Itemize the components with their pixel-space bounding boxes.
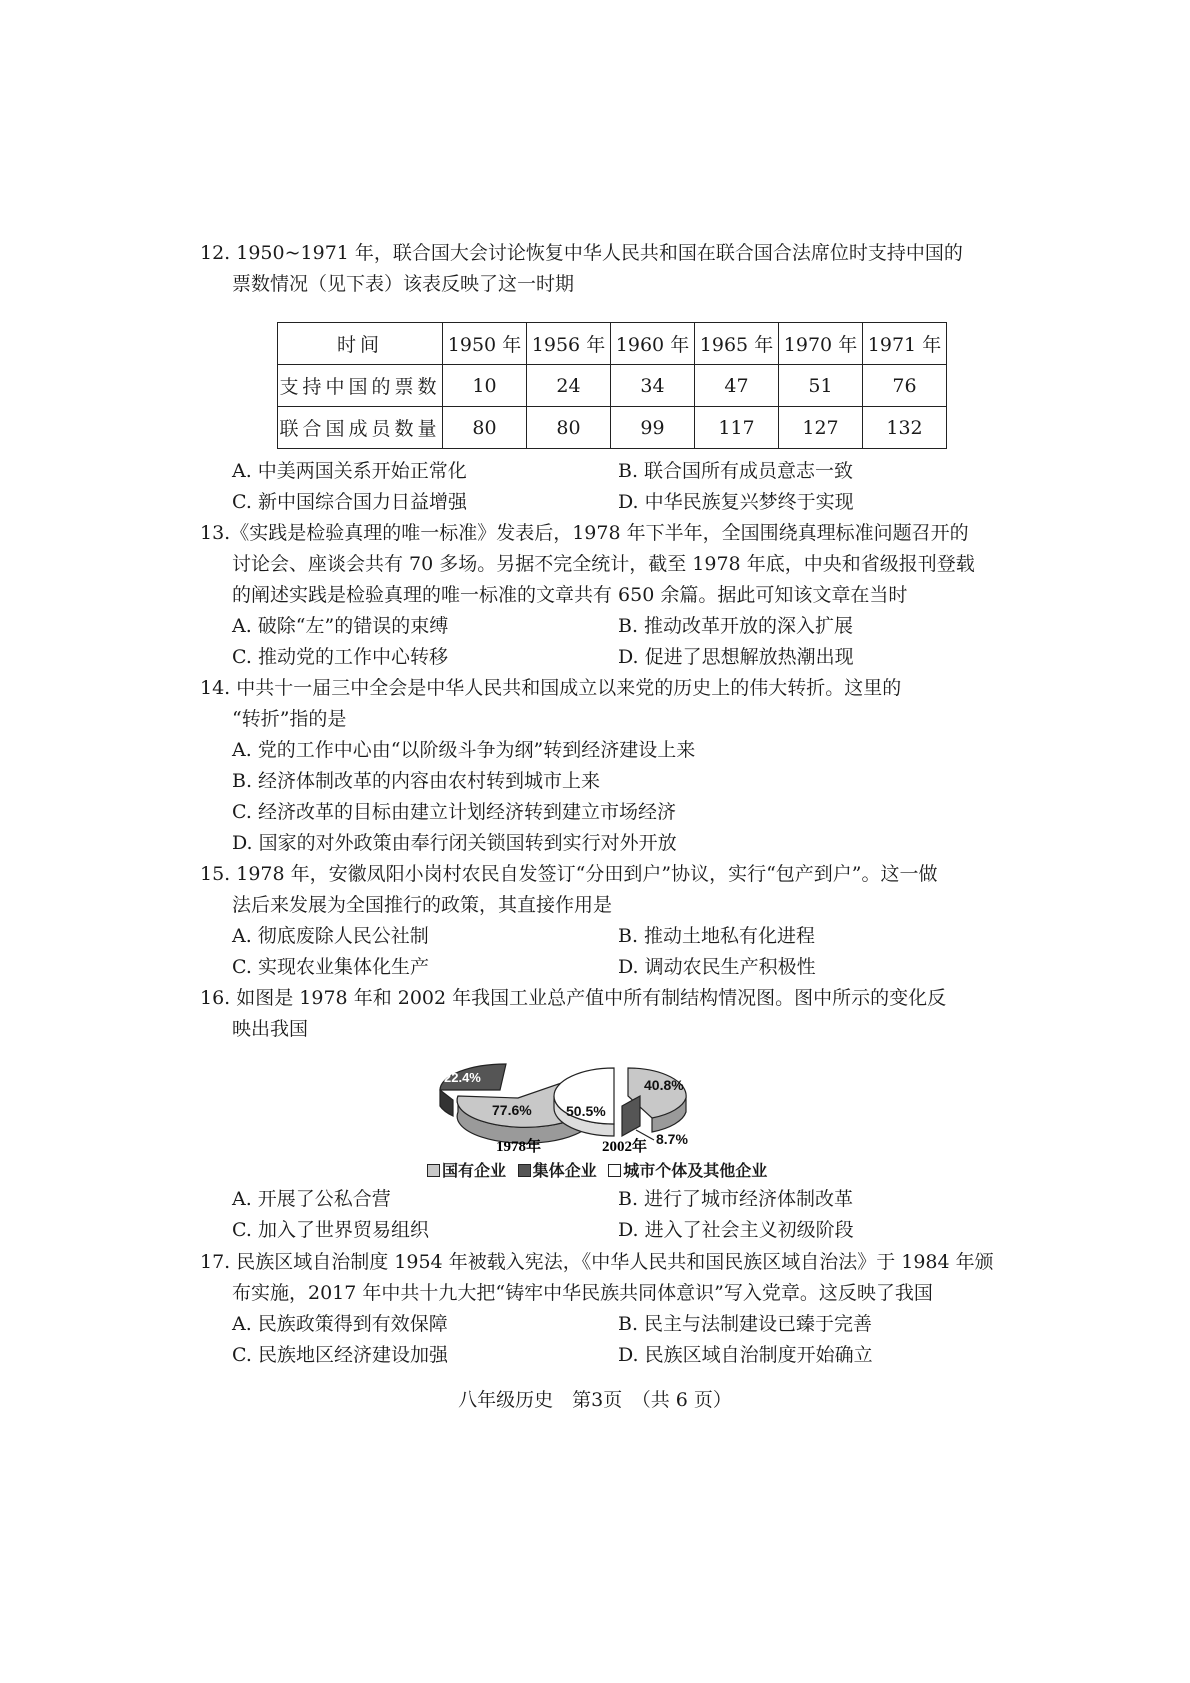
table-cell: 34 [611, 365, 695, 407]
option-d[interactable]: D. 国家的对外政策由奉行闭关锁国转到实行对外开放 [232, 832, 677, 854]
pie-1978-collective-slice-side [440, 1090, 453, 1116]
option-d[interactable]: D. 中华民族复兴梦终于实现 [618, 491, 854, 513]
pie-1978-state-label: 77.6% [492, 1102, 532, 1118]
question-12-stem-cont: 票数情况（见下表）该表反映了这一时期 [232, 273, 575, 295]
option-d[interactable]: D. 促进了思想解放热潮出现 [618, 646, 854, 668]
question-15 [200, 859, 1000, 983]
option-row [200, 921, 1000, 952]
question-16-stem: 16. 如图是 1978 年和 2002 年我国工业总产值中所有制结构情况图。图中所示的变化反 [200, 987, 947, 1009]
question-14-stem-cont: “转折”指的是 [232, 708, 347, 730]
legend-label-other: 城市个体及其他企业 [623, 1161, 768, 1180]
pie-1978-year-label: 1978年 [496, 1139, 542, 1155]
table-cell: 47 [695, 365, 779, 407]
question-14 [200, 673, 1000, 859]
option-b[interactable]: B. 推动土地私有化进程 [618, 925, 816, 947]
page-footer: 八年级历史 第3页 （共 6 页） [458, 1389, 732, 1411]
legend-swatch-state [427, 1164, 440, 1177]
table-cell: 联合国成员数量 [278, 407, 443, 449]
option-c[interactable]: C. 加入了世界贸易组织 [232, 1219, 429, 1241]
question-13-stem: 13.《实践是检验真理的唯一标准》发表后，1978 年下半年，全国围绕真理标准问题召开的 [200, 522, 969, 544]
option-b[interactable]: B. 推动改革开放的深入扩展 [618, 615, 854, 637]
option-row [200, 1184, 1000, 1215]
table-row [278, 323, 947, 365]
question-16-options [200, 1184, 1000, 1246]
option-c[interactable]: C. 实现农业集体化生产 [232, 956, 429, 978]
table-cell: 10 [443, 365, 527, 407]
option-d[interactable]: D. 民族区域自治制度开始确立 [618, 1344, 873, 1366]
option-row [200, 487, 1000, 518]
legend-label-collective: 集体企业 [532, 1161, 597, 1180]
question-13-stem-cont: 的阐述实践是检验真理的唯一标准的文章共有 650 余篇。据此可知该文章在当时 [232, 584, 908, 606]
question-16 [200, 983, 1000, 1045]
table-row [278, 365, 947, 407]
chart-legend [427, 1158, 767, 1181]
table-header-cell: 1971 年 [863, 323, 947, 365]
pie-2002-year-label: 2002年 [602, 1139, 648, 1155]
table-cell: 80 [443, 407, 527, 449]
option-b[interactable]: B. 联合国所有成员意志一致 [618, 460, 854, 482]
question-15-stem: 15. 1978 年，安徽凤阳小岗村农民自发签订“分田到户”协议，实行“包产到户”。这一做 [200, 863, 938, 885]
option-d[interactable]: D. 调动农民生产积极性 [618, 956, 816, 978]
option-b[interactable]: B. 民主与法制建设已臻于完善 [618, 1313, 873, 1335]
pie-2002-collective-label: 8.7% [656, 1131, 688, 1147]
table-cell: 51 [779, 365, 863, 407]
question-12-options [200, 456, 1000, 518]
votes-table [277, 322, 947, 449]
table-cell: 80 [527, 407, 611, 449]
question-16-stem-cont: 映出我国 [232, 1018, 309, 1040]
option-a[interactable]: A. 中美两国关系开始正常化 [232, 460, 467, 482]
option-row [200, 642, 1000, 673]
option-row [200, 1309, 1000, 1340]
option-row [200, 611, 1000, 642]
pie-2002-collective-slice [622, 1096, 640, 1136]
question-17 [200, 1247, 1000, 1371]
question-13 [200, 518, 1000, 673]
table-header-cell: 1956 年 [527, 323, 611, 365]
option-a[interactable]: A. 党的工作中心由“以阶级斗争为纲”转到经济建设上来 [232, 739, 696, 761]
table-header-cell: 1960 年 [611, 323, 695, 365]
table-cell: 76 [863, 365, 947, 407]
option-b[interactable]: B. 进行了城市经济体制改革 [618, 1188, 854, 1210]
option-c[interactable]: C. 推动党的工作中心转移 [232, 646, 448, 668]
legend-swatch-other [608, 1164, 621, 1177]
option-a[interactable]: A. 彻底废除人民公社制 [232, 925, 429, 947]
table-cell: 24 [527, 365, 611, 407]
table-header-cell: 时间 [278, 323, 443, 365]
question-17-stem: 17. 民族区域自治制度 1954 年被载入宪法，《中华人民共和国民族区域自治法》于 1984 年颁 [200, 1251, 994, 1273]
option-c[interactable]: C. 民族地区经济建设加强 [232, 1344, 448, 1366]
table-cell: 99 [611, 407, 695, 449]
option-a[interactable]: A. 开展了公私合营 [232, 1188, 391, 1210]
question-12 [200, 238, 1000, 300]
option-a[interactable]: A. 民族政策得到有效保障 [232, 1313, 448, 1335]
option-a[interactable]: A. 破除“左”的错误的束缚 [232, 615, 449, 637]
table-cell: 117 [695, 407, 779, 449]
pie-2002 [554, 1068, 688, 1155]
option-c[interactable]: C. 新中国综合国力日益增强 [232, 491, 467, 513]
pie-2002-other-label: 50.5% [566, 1103, 606, 1119]
table-header-cell: 1970 年 [779, 323, 863, 365]
table-header-cell: 1965 年 [695, 323, 779, 365]
table-header-cell: 1950 年 [443, 323, 527, 365]
question-14-stem: 14. 中共十一届三中全会是中华人民共和国成立以来党的历史上的伟大转折。这里的 [200, 677, 902, 699]
legend-swatch-collective [518, 1164, 531, 1177]
table-cell: 127 [779, 407, 863, 449]
option-b[interactable]: B. 经济体制改革的内容由农村转到城市上来 [232, 770, 601, 792]
table-cell: 132 [863, 407, 947, 449]
question-15-stem-cont: 法后来发展为全国推行的政策，其直接作用是 [232, 894, 613, 916]
question-12-stem: 12. 1950~1971 年，联合国大会讨论恢复中华人民共和国在联合国合法席位时支持中国的 [200, 242, 963, 264]
option-row [200, 456, 1000, 487]
table-cell: 支持中国的票数 [278, 365, 443, 407]
question-13-stem-cont: 讨论会、座谈会共有 70 多场。另据不完全统计，截至 1978 年底，中央和省级报刊登载 [232, 553, 975, 575]
option-row [200, 1340, 1000, 1371]
pie-2002-state-label: 40.8% [644, 1077, 684, 1093]
legend-label-state: 国有企业 [442, 1161, 507, 1180]
option-d[interactable]: D. 进入了社会主义初级阶段 [618, 1219, 854, 1241]
table-row [278, 407, 947, 449]
question-17-stem-cont: 布实施，2017 年中共十九大把“铸牢中华民族共同体意识”写入党章。这反映了我国 [232, 1282, 933, 1304]
option-c[interactable]: C. 经济改革的目标由建立计划经济转到建立市场经济 [232, 801, 676, 823]
pie-1978-collective-label: 22.4% [444, 1070, 481, 1085]
option-row [200, 1215, 1000, 1246]
option-row [200, 952, 1000, 983]
